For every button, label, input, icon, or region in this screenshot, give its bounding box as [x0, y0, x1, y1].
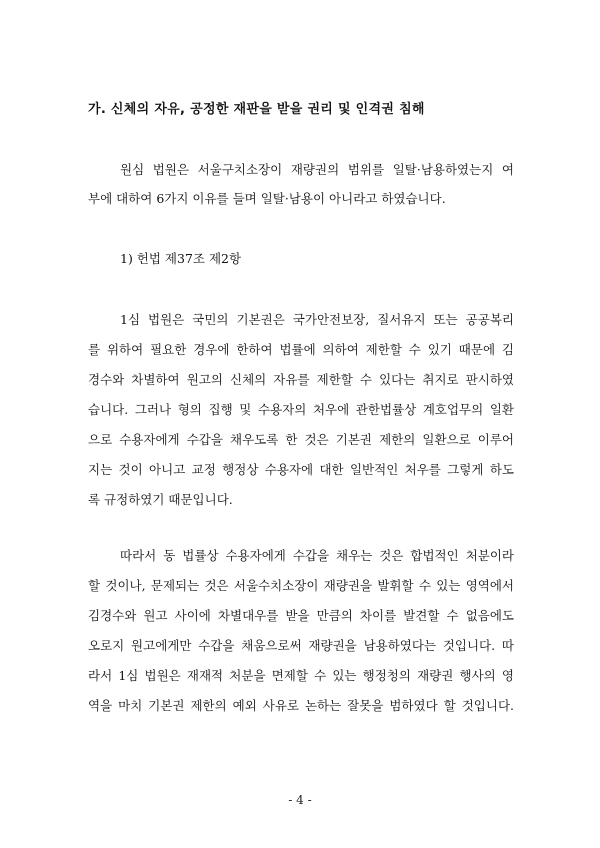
- paragraph-2-line: 경수와 차별하여 원고의 신체의 자유를 제한할 수 있다는 취지로 판시하였: [88, 372, 514, 387]
- paragraph-1-line: 원심 법원은 서울구치소장이 재량권의 범위를 일탈·남용하였는지 여: [120, 162, 514, 177]
- page-number: - 4 -: [288, 793, 312, 807]
- paragraph-1-line: 부에 대하여 6가지 이유를 들며 일탈·남용이 아니라고 하였습니다.: [88, 191, 446, 206]
- paragraph-2-line: 지는 것이 아니고 교정 행정상 수용자에 대한 일반적인 처우를 그렇게 하도: [88, 462, 514, 477]
- section-heading: 가. 신체의 자유, 공정한 재판을 받을 권리 및 인격권 침해: [88, 102, 425, 117]
- paragraph-2-line: 1심 법원은 국민의 기본권은 국가안전보장, 질서유지 또는 공공복리: [120, 312, 514, 327]
- paragraph-2-line: 를 위하여 필요한 경우에 한하여 법률에 의하여 제한할 수 있기 때문에 김: [88, 342, 514, 357]
- paragraph-2-line: 습니다. 그러나 형의 집행 및 수용자의 처우에 관한법률상 계호업무의 일환: [88, 402, 514, 417]
- paragraph-3-line: 따라서 동 법률상 수용자에게 수갑을 채우는 것은 합법적인 처분이라: [120, 548, 514, 563]
- paragraph-3-line: 김경수와 원고 사이에 차별대우를 받을 만큼의 차이를 발견할 수 없음에도: [88, 608, 514, 623]
- paragraph-2-line: 으로 수용자에게 수갑을 채우도록 한 것은 기본권 제한의 일환으로 이루어: [88, 432, 514, 447]
- paragraph-3-line: 역을 마치 기본권 제한의 예외 사유로 논하는 잘못을 범하였다 할 것입니다.: [88, 698, 514, 713]
- paragraph-3-line: 할 것이나, 문제되는 것은 서울수치소장이 재량권을 발휘할 수 있는 영역에서: [88, 578, 514, 593]
- paragraph-3-line: 오로지 원고에게만 수갑을 채움으로써 재량권을 남용하였다는 것입니다. 따: [88, 638, 514, 653]
- subsection-heading: 1) 헌법 제37조 제2항: [120, 251, 242, 266]
- paragraph-3-line: 라서 1심 법원은 재재적 처분을 면제할 수 있는 행정청의 재량권 행사의 영: [88, 668, 514, 683]
- paragraph-2-line: 록 규정하였기 때문입니다.: [88, 492, 233, 507]
